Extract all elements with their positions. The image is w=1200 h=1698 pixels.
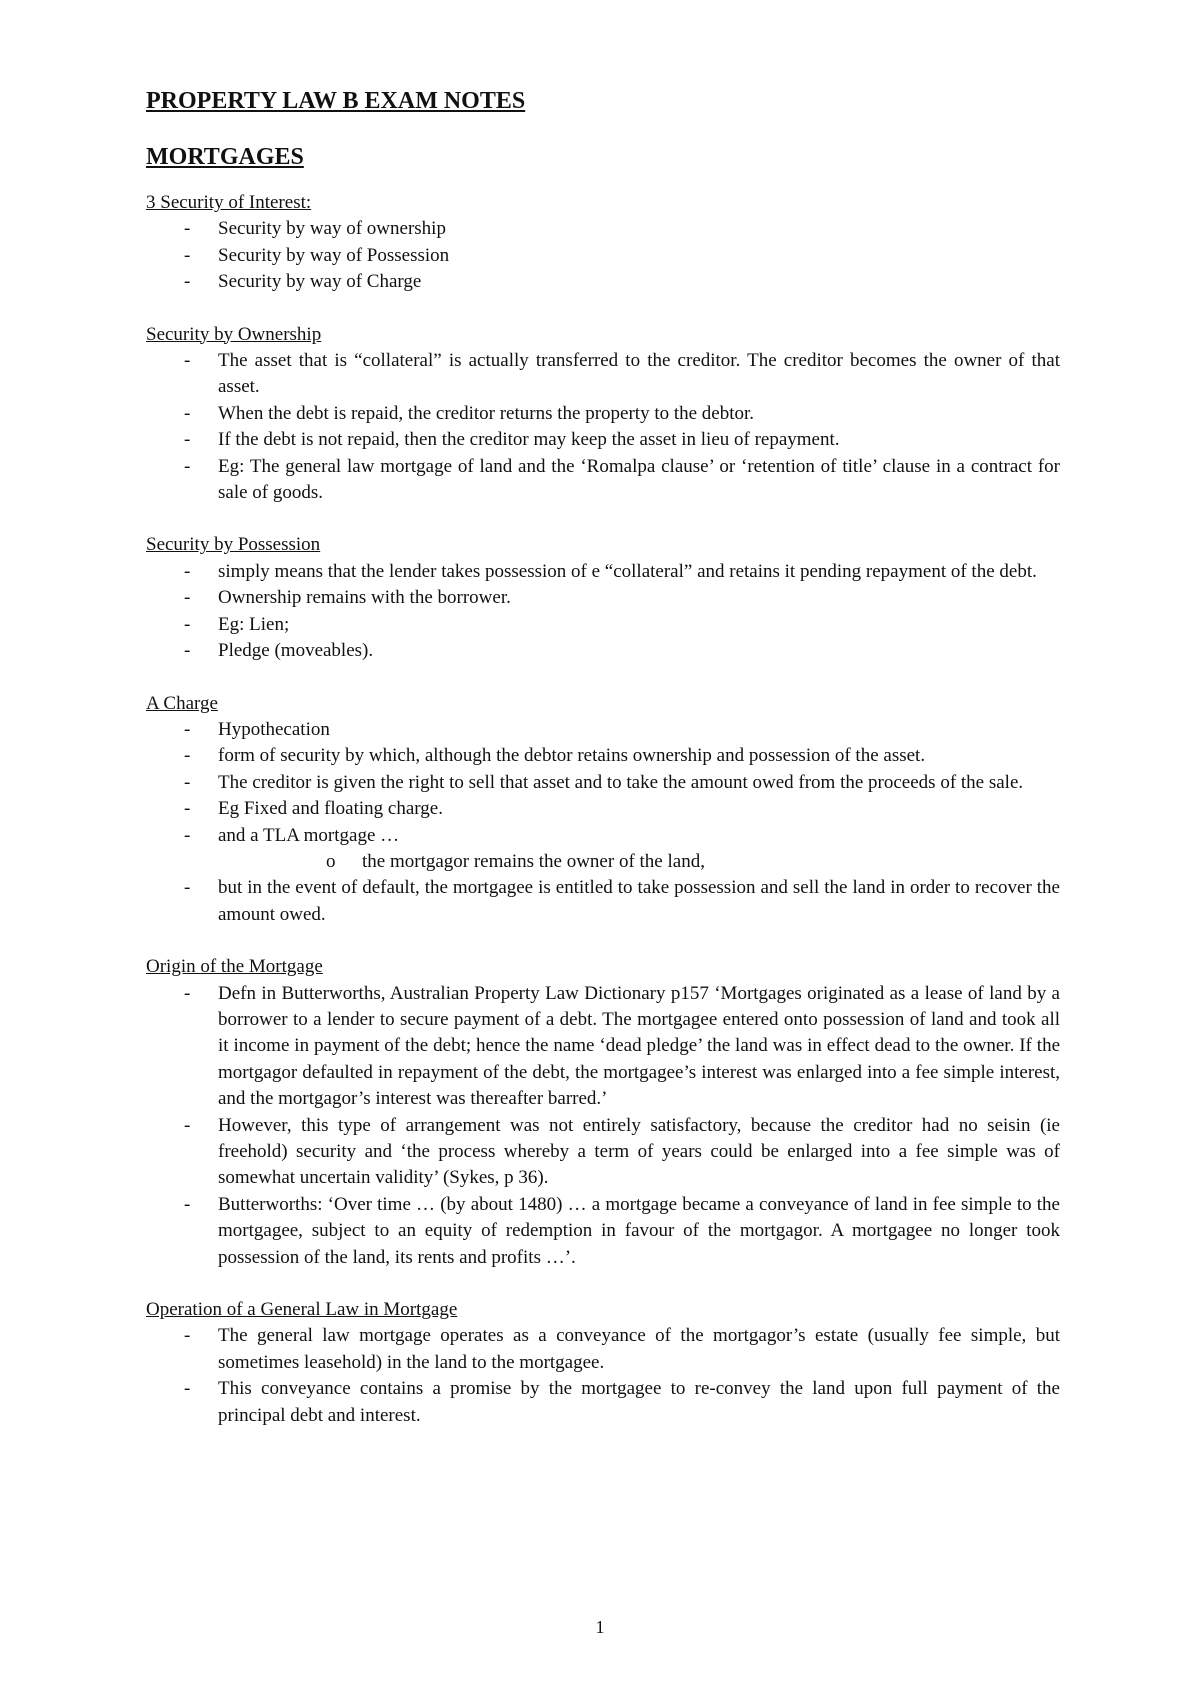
dash-bullet: -	[184, 271, 191, 293]
dash-bullet: -	[184, 350, 191, 372]
dash-bullet: -	[184, 640, 191, 662]
dash-bullet: -	[184, 877, 191, 899]
list-item-text: Security by way of Possession	[218, 244, 450, 266]
bullet-list	[146, 1323, 1060, 1429]
section-security-by-possession	[146, 532, 1060, 664]
list-item	[146, 743, 1060, 769]
list-item-text: The asset that is “collateral” is actually transferred to the creditor. The creditor becomes the owner of that asset.	[218, 350, 1060, 398]
dash-bullet: -	[184, 1325, 191, 1347]
bullet-list	[146, 717, 1060, 928]
list-item-text: Eg Fixed and floating charge.	[218, 798, 443, 820]
dash-bullet: -	[184, 718, 191, 740]
list-item-text: simply means that the lender takes possession of e “collateral” and retains it pending repayment of the debt.	[218, 560, 1037, 582]
list-item-text: Hypothecation	[218, 718, 330, 740]
bullet-list	[146, 981, 1060, 1271]
list-item	[146, 875, 1060, 928]
list-item-text: Pledge (moveables).	[218, 640, 374, 662]
list-item-text: When the debt is repaid, the creditor returns the property to the debtor.	[218, 402, 755, 424]
list-item	[146, 269, 1060, 295]
list-item	[146, 638, 1060, 664]
page-content	[146, 86, 1060, 1455]
list-item	[146, 401, 1060, 427]
dash-bullet: -	[184, 218, 191, 240]
list-item-text: The creditor is given the right to sell that asset and to take the amount owed from the proceeds of the sale.	[218, 771, 1024, 793]
dash-bullet: -	[184, 1114, 191, 1136]
list-item-text: Security by way of Charge	[218, 271, 422, 293]
dash-bullet: -	[184, 798, 191, 820]
list-item-text: This conveyance contains a promise by the mortgagee to re-convey the land upon full payment of the principal debt and interest.	[218, 1378, 1060, 1426]
list-item	[146, 717, 1060, 743]
list-item	[146, 454, 1060, 507]
list-item-text: and a TLA mortgage …	[218, 824, 400, 846]
bullet-list	[146, 348, 1060, 506]
section-heading: Security by Possession	[146, 534, 321, 556]
dash-bullet: -	[184, 429, 191, 451]
dash-bullet: -	[184, 1193, 191, 1215]
list-item-text: Ownership remains with the borrower.	[218, 587, 511, 609]
section-heading: Origin of the Mortgage	[146, 956, 323, 978]
page-number: 1	[595, 1617, 605, 1637]
document-title: PROPERTY LAW B EXAM NOTES	[146, 88, 526, 114]
list-item-text: but in the event of default, the mortgagee is entitled to take possession and sell the land in order to recover the amount owed.	[218, 877, 1060, 925]
section-a-charge	[146, 691, 1060, 929]
section-heading: 3 Security of Interest:	[146, 192, 312, 213]
section-security-by-ownership	[146, 322, 1060, 507]
list-item	[146, 559, 1060, 585]
list-item	[146, 823, 1060, 876]
list-item-text: Eg: The general law mortgage of land and the ‘Romalpa clause’ or ‘retention of title’ clause in a contract for sale of goods.	[218, 455, 1060, 504]
dash-bullet: -	[184, 613, 191, 635]
dash-bullet: -	[184, 402, 191, 424]
section-origin-of-the-mortgage	[146, 954, 1060, 1271]
sub-list-item-text: the mortgagor remains the owner of the land,	[362, 850, 705, 872]
list-item	[146, 348, 1060, 401]
section-heading: Security by Ownership	[146, 323, 322, 345]
sub-bullet-list	[218, 849, 1060, 875]
bullet-list	[146, 216, 1060, 295]
list-item-text: Butterworths: ‘Over time … (by about 1480) … a mortgage became a conveyance of land in fee simple to the mortgagee, subject to an equity of redemption in favour of the mortgagor. A mortgagee no longer took possession of the land, its rents and profits …’.	[218, 1193, 1060, 1268]
dash-bullet: -	[184, 745, 191, 767]
list-item	[146, 1376, 1060, 1429]
dash-bullet: -	[184, 587, 191, 609]
list-item-text: Security by way of ownership	[218, 218, 446, 240]
dash-bullet: -	[184, 455, 191, 477]
section-title: MORTGAGES	[146, 144, 304, 170]
list-item-text: form of security by which, although the debtor retains ownership and possession of the asset.	[218, 745, 926, 767]
list-item	[146, 1192, 1060, 1271]
section-operation-of-general-law-mortgage	[146, 1297, 1060, 1429]
dash-bullet: -	[184, 1378, 191, 1400]
list-item	[146, 1323, 1060, 1376]
list-item	[146, 216, 1060, 242]
bullet-list	[146, 559, 1060, 665]
list-item	[146, 770, 1060, 796]
list-item	[146, 243, 1060, 269]
dash-bullet: -	[184, 771, 191, 793]
sub-list-item	[218, 849, 1060, 875]
dash-bullet: -	[184, 560, 191, 582]
list-item	[146, 981, 1060, 1113]
section-security-of-interest	[146, 190, 1060, 296]
dash-bullet: -	[184, 244, 191, 266]
section-heading: Operation of a General Law in Mortgage	[146, 1299, 458, 1321]
list-item	[146, 585, 1060, 611]
list-item-text: However, this type of arrangement was not entirely satisfactory, because the creditor had no seisin (ie freehold) security and ‘the process whereby a term of years could be enlarged into a fee simple was of somewhat uncertain validity’ (Sykes, p 36).	[218, 1114, 1060, 1189]
list-item	[146, 1113, 1060, 1192]
list-item	[146, 612, 1060, 638]
dash-bullet: -	[184, 982, 191, 1004]
list-item-text: Defn in Butterworths, Australian Property Law Dictionary p157 ‘Mortgages originated as a lease of land by a borrower to a lender to secure payment of a debt. The mortgagee entered onto possession of land and took all it income in payment of the debt; hence the name ‘dead pledge’ the land was in effect dead to the owner. If the mortgagor defaulted in repayment of the debt, the mortgagee’s interest was enlarged into a fee simple interest, and the mortgagor’s interest was thereafter barred.’	[218, 982, 1060, 1110]
list-item	[146, 427, 1060, 453]
list-item	[146, 796, 1060, 822]
list-item-text: The general law mortgage operates as a conveyance of the mortgagor’s estate (usually fee simple, but sometimes leasehold) in the land to the mortgagee.	[218, 1325, 1060, 1373]
circle-bullet: o	[326, 850, 336, 872]
list-item-text: If the debt is not repaid, then the creditor may keep the asset in lieu of repayment.	[218, 429, 840, 451]
section-heading: A Charge	[146, 692, 218, 714]
dash-bullet: -	[184, 824, 191, 846]
list-item-text: Eg: Lien;	[218, 613, 290, 635]
